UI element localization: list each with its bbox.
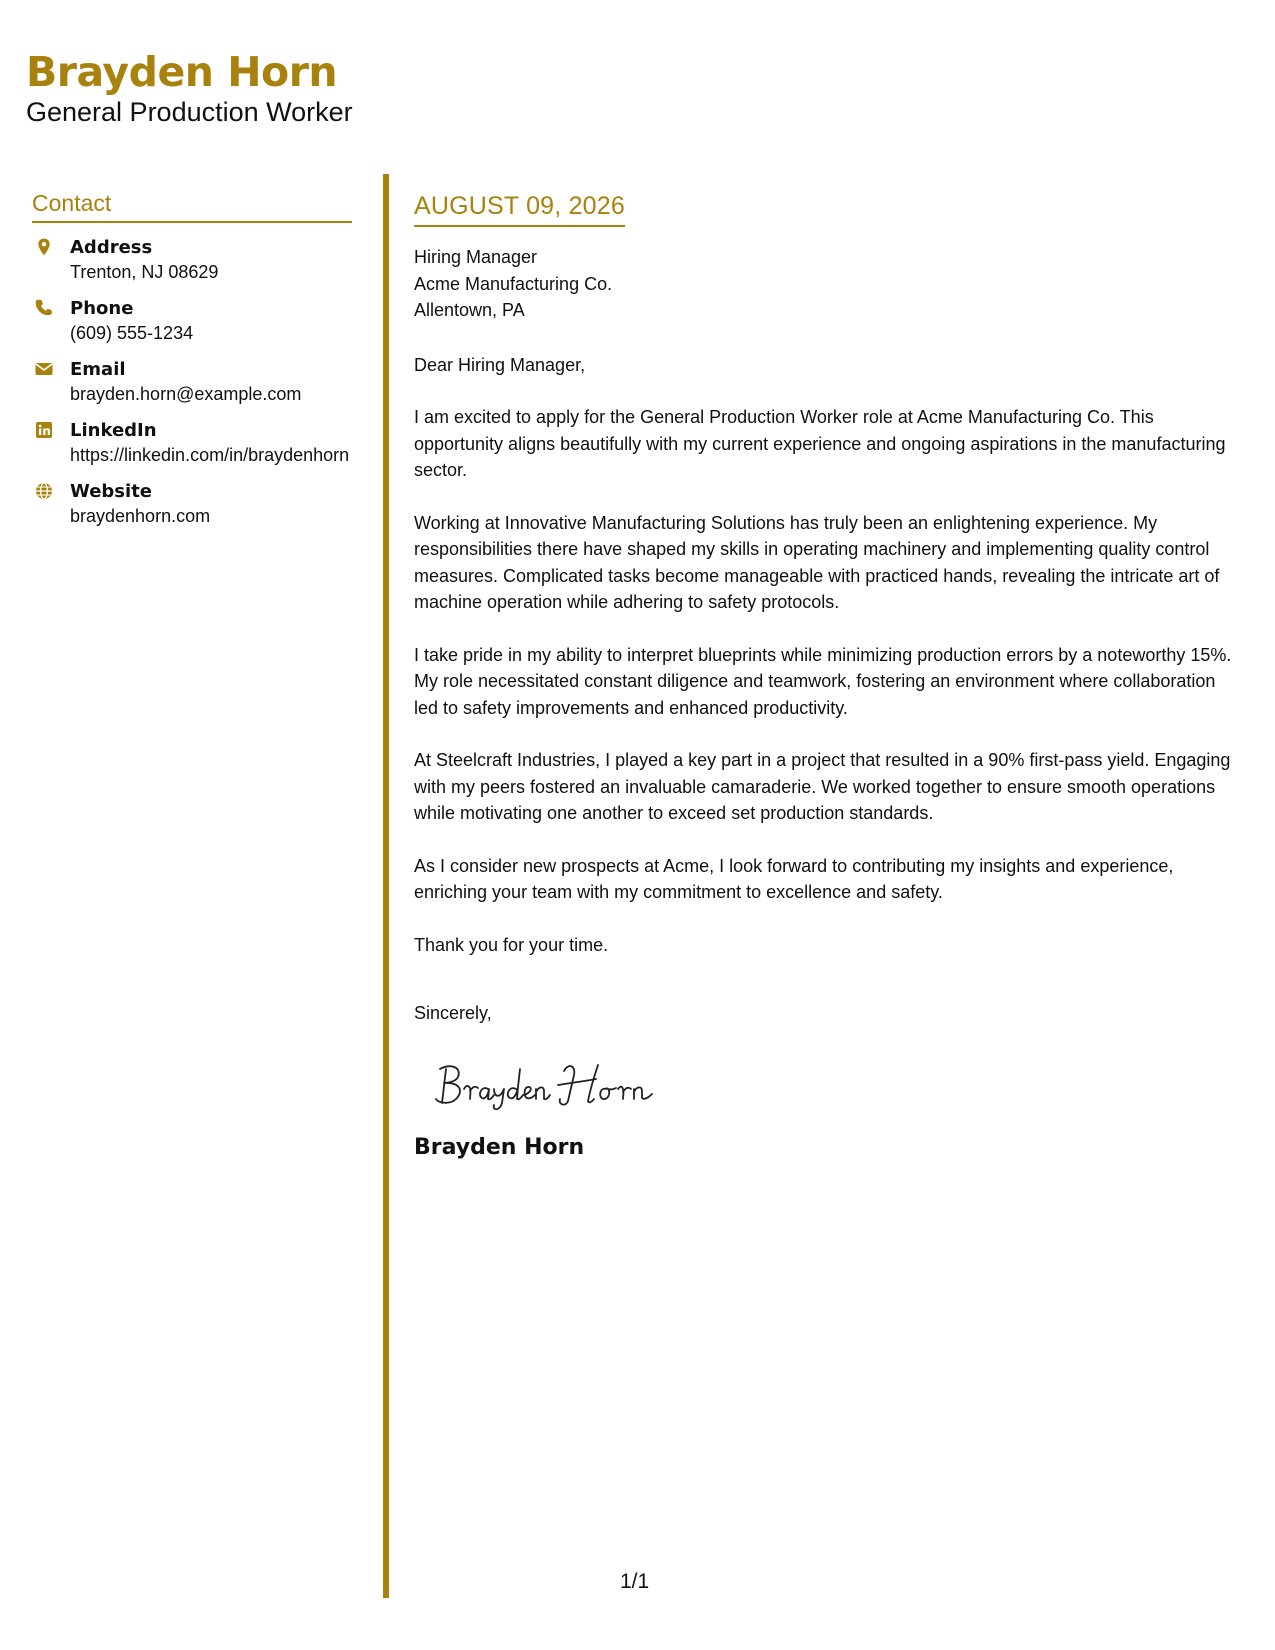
signer-name: Brayden Horn	[414, 1135, 585, 1160]
recipient-block	[414, 244, 1244, 324]
map-pin-icon	[34, 237, 54, 257]
recipient-line: Acme Manufacturing Co.	[414, 273, 613, 294]
phone-value: (609) 555-1234	[70, 323, 194, 343]
letter-date-block	[414, 190, 625, 227]
letter-paragraph: Working at Innovative Manufacturing Solutions has truly been an enlightening experience. My responsibilities there have shaped my skills in operating machinery and implementing quality control measures. Complicated tasks become manageable with practiced hands, revealing the intricate art of machine operation while adhering to safety protocols.	[414, 512, 1220, 612]
contact-heading: Contact	[32, 188, 352, 223]
contact-label: Email	[70, 359, 126, 380]
contact-item-linkedin	[32, 418, 352, 468]
linkedin-icon	[34, 420, 54, 440]
letter-paragraph: As I consider new prospects at Acme, I look forward to contributing my insights and experience, enriching your team with my commitment to excellence and safety.	[414, 855, 1174, 902]
handwritten-signature	[430, 1055, 690, 1115]
contact-label: Website	[70, 481, 153, 502]
recipient-line: Allentown, PA	[414, 300, 525, 320]
website-value[interactable]: braydenhorn.com	[70, 506, 211, 526]
salutation: Dear Hiring Manager,	[414, 354, 586, 375]
phone-icon	[34, 298, 54, 318]
closing-line: Thank you for your time.	[414, 934, 609, 955]
envelope-icon	[34, 359, 54, 379]
letter-paragraph: At Steelcraft Industries, I played a key part in a project that resulted in a 90% first-pass yield. Engaging with my peers fostered an invaluable camaraderie. We worked together to ensure smooth operations while motivating one another to exceed set production standards.	[414, 750, 1231, 823]
contact-item-email	[32, 357, 352, 407]
cover-letter	[414, 190, 1244, 1162]
recipient-line: Hiring Manager	[414, 247, 538, 267]
resume-header	[26, 48, 353, 128]
contact-sidebar	[32, 188, 352, 540]
letter-paragraph: I take pride in my ability to interpret blueprints while minimizing production errors by a noteworthy 15%. My role necessitated constant diligence and teamwork, fostering an environment where collaboration led to safety improvements and enhanced productivity.	[414, 644, 1232, 718]
letter-paragraph: I am excited to apply for the General Production Worker role at Acme Manufacturing Co. This opportunity aligns beautifully with my current experience and ongoing aspirations in the manufacturing sector.	[414, 407, 1226, 480]
contact-label: Address	[70, 237, 153, 258]
signoff: Sincerely,	[414, 1003, 492, 1023]
contact-item-website	[32, 479, 352, 529]
contact-label: LinkedIn	[70, 420, 157, 441]
page-number: 1/1	[620, 1570, 650, 1593]
address-value: Trenton, NJ 08629	[70, 262, 219, 282]
contact-label: Phone	[70, 298, 134, 319]
globe-icon	[34, 481, 54, 501]
letter-date: AUGUST 09, 2026	[414, 192, 625, 220]
email-value[interactable]: brayden.horn@example.com	[70, 384, 302, 404]
applicant-name: Brayden Horn	[26, 48, 338, 96]
contact-list	[32, 235, 352, 529]
contact-item-phone	[32, 296, 352, 346]
contact-item-address	[32, 235, 352, 285]
applicant-job-title: General Production Worker	[26, 97, 353, 127]
vertical-divider	[383, 174, 389, 1598]
linkedin-value[interactable]: https://linkedin.com/in/braydenhorn	[70, 445, 350, 465]
